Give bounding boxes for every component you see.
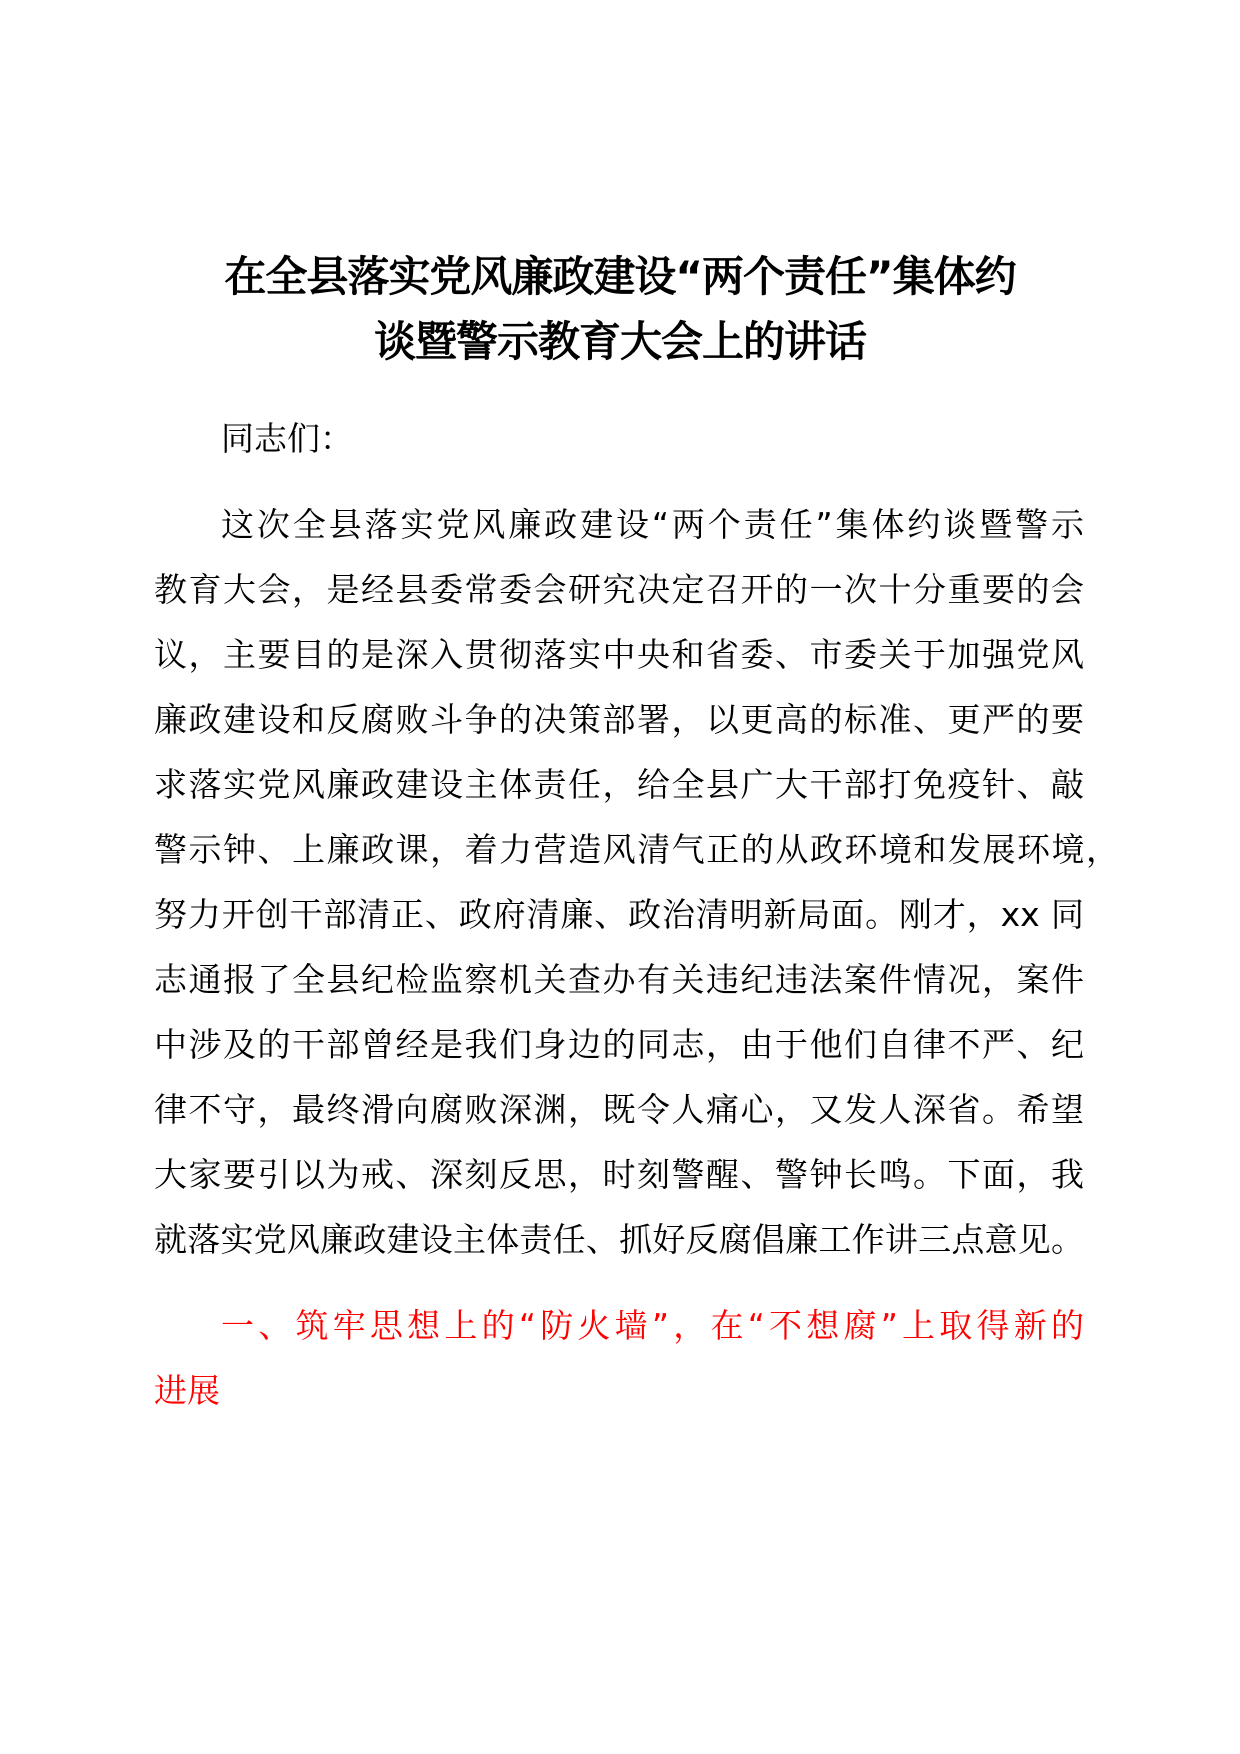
paragraph-line: 议，主要目的是深入贯彻落实中央和省委、市委关于加强党风 [154, 635, 1084, 674]
paragraph-line: 警示钟、上廉政课，着力营造风清气正的从政环境和发展环境， [154, 830, 1119, 869]
section-heading-line: 一、筑牢思想上的“防火墙”，在“不想腐”上取得新的 [221, 1306, 1084, 1345]
paragraph-line: 求落实党风廉政建设主体责任，给全县广大干部打免疫针、敲 [154, 765, 1084, 804]
paragraph-line: 努力开创干部清正、政府清廉、政治清明新局面。刚才，xx 同 [154, 895, 1084, 934]
paragraph-line: 中涉及的干部曾经是我们身边的同志，由于他们自律不严、纪 [154, 1025, 1084, 1064]
paragraph-line: 就落实党风廉政建设主体责任、抓好反腐倡廉工作讲三点意见。 [154, 1220, 1084, 1259]
paragraph-line: 大家要引以为戒、深刻反思，时刻警醒、警钟长鸣。下面，我 [154, 1155, 1084, 1194]
paragraph-line: 教育大会，是经县委常委会研究决定召开的一次十分重要的会 [154, 570, 1084, 609]
paragraph-line: 廉政建设和反腐败斗争的决策部署，以更高的标准、更严的要 [154, 700, 1084, 739]
section-heading-line: 进展 [154, 1371, 220, 1410]
paragraph-line: 律不守，最终滑向腐败深渊，既令人痛心，又发人深省。希望 [154, 1090, 1084, 1129]
document-title-line-2: 谈暨警示教育大会上的讲话 [373, 317, 866, 366]
greeting: 同志们： [221, 419, 353, 458]
paragraph-line: 这次全县落实党风廉政建设“两个责任”集体约谈暨警示 [221, 505, 1084, 544]
document-title-line-1: 在全县落实党风廉政建设“两个责任”集体约 [224, 252, 1016, 301]
paragraph-line: 志通报了全县纪检监察机关查办有关违纪违法案件情况，案件 [154, 960, 1084, 999]
